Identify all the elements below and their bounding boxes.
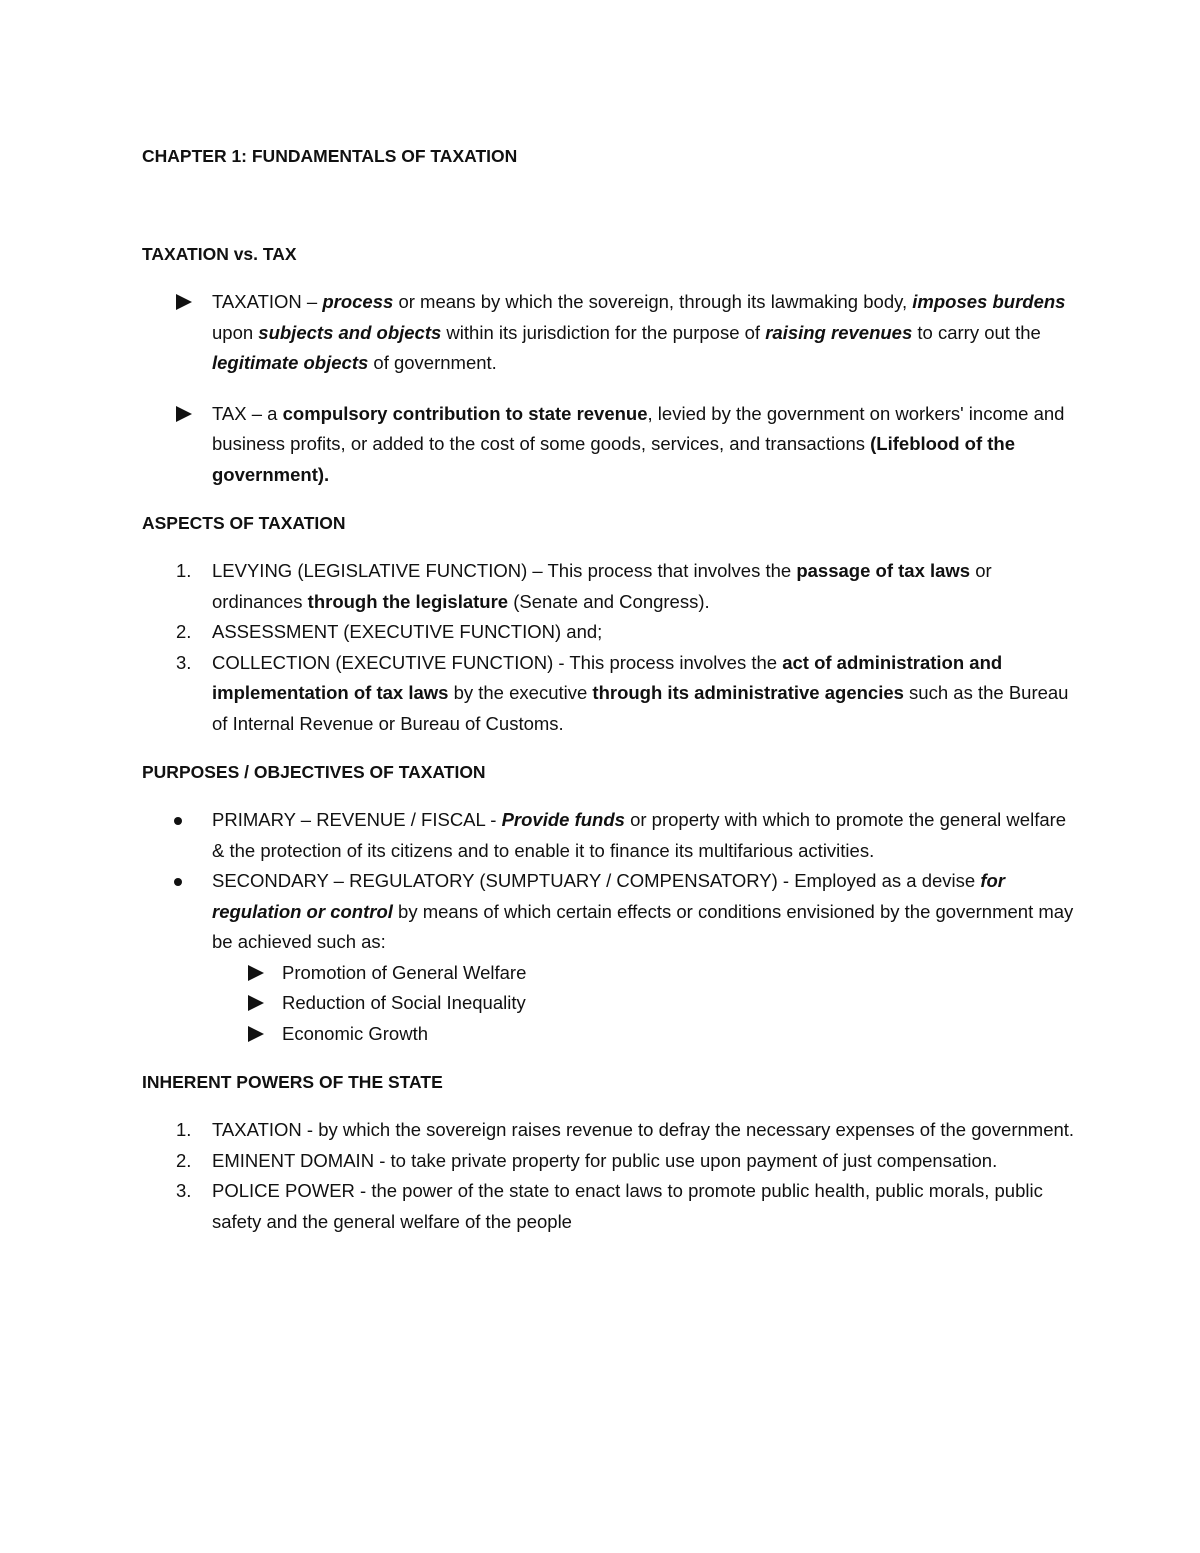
chapter-title: CHAPTER 1: FUNDAMENTALS OF TAXATION xyxy=(142,146,518,166)
bullet-dot-icon xyxy=(174,817,182,825)
sub-item-economic-growth: Economic Growth xyxy=(142,1019,1080,1050)
section-heading-aspects: ASPECTS OF TAXATION xyxy=(142,513,346,533)
power-item-eminent-domain: 2. EMINENT DOMAIN - to take private property for public use upon payment of just compensation. xyxy=(142,1146,1080,1177)
purpose-primary: PRIMARY – REVENUE / FISCAL - Provide funds or property with which to promote the general welfare & the protection of its citizens and to enable it to finance its multifarious activities. xyxy=(142,805,1080,866)
section-heading-inherent-powers: INHERENT POWERS OF THE STATE xyxy=(142,1072,443,1092)
aspect-item-collection: 3. COLLECTION (EXECUTIVE FUNCTION) - This process involves the act of administration and implementation of tax laws by the executive through its administrative agencies such as the Bureau of Internal Revenue or Bureau of Customs. xyxy=(142,648,1080,740)
aspect-item-assessment: 2. ASSESSMENT (EXECUTIVE FUNCTION) and; xyxy=(142,617,1080,648)
power-item-police-power: 3. POLICE POWER - the power of the state to enact laws to promote public health, public morals, public safety and the general welfare of the people xyxy=(142,1176,1080,1237)
arrow-bullet-icon xyxy=(248,965,264,981)
arrow-bullet-icon xyxy=(248,995,264,1011)
sub-item-general-welfare: Promotion of General Welfare xyxy=(142,958,1080,989)
list-number: 1. xyxy=(176,1119,192,1140)
sub-item-social-inequality: Reduction of Social Inequality xyxy=(142,988,1080,1019)
section-heading-purposes: PURPOSES / OBJECTIVES OF TAXATION xyxy=(142,762,486,782)
taxation-definition: TAXATION – process or means by which the sovereign, through its lawmaking body, imposes burdens upon subjects and objects within its jurisdiction for the purpose of raising revenues to carry out the legitimate objects of government. xyxy=(142,287,1080,379)
aspect-item-levying: 1. LEVYING (LEGISLATIVE FUNCTION) – This process that involves the passage of tax laws or ordinances through the legislature (Senate and Congress). xyxy=(142,556,1080,617)
list-number: 2. xyxy=(176,621,192,642)
list-number: 1. xyxy=(176,560,192,581)
list-number: 2. xyxy=(176,1149,192,1171)
list-number: 3. xyxy=(176,651,192,673)
arrow-bullet-icon xyxy=(176,406,192,422)
bullet-dot-icon xyxy=(174,878,182,886)
power-item-taxation: 1. TAXATION - by which the sovereign raises revenue to defray the necessary expenses of the government. xyxy=(142,1115,1080,1146)
section-heading-taxation-vs-tax: TAXATION vs. TAX xyxy=(142,244,297,264)
list-number: 3. xyxy=(176,1180,192,1201)
arrow-bullet-icon xyxy=(248,1026,264,1042)
tax-definition: TAX – a compulsory contribution to state revenue, levied by the government on workers' income and business profits, or added to the cost of some goods, services, and transactions (Lifeblood of the government). xyxy=(142,399,1080,491)
purpose-secondary: SECONDARY – REGULATORY (SUMPTUARY / COMPENSATORY) - Employed as a devise for regulation or control by means of which certain effects or conditions envisioned by the government may be achieved such as: xyxy=(142,866,1080,958)
arrow-bullet-icon xyxy=(176,294,192,310)
